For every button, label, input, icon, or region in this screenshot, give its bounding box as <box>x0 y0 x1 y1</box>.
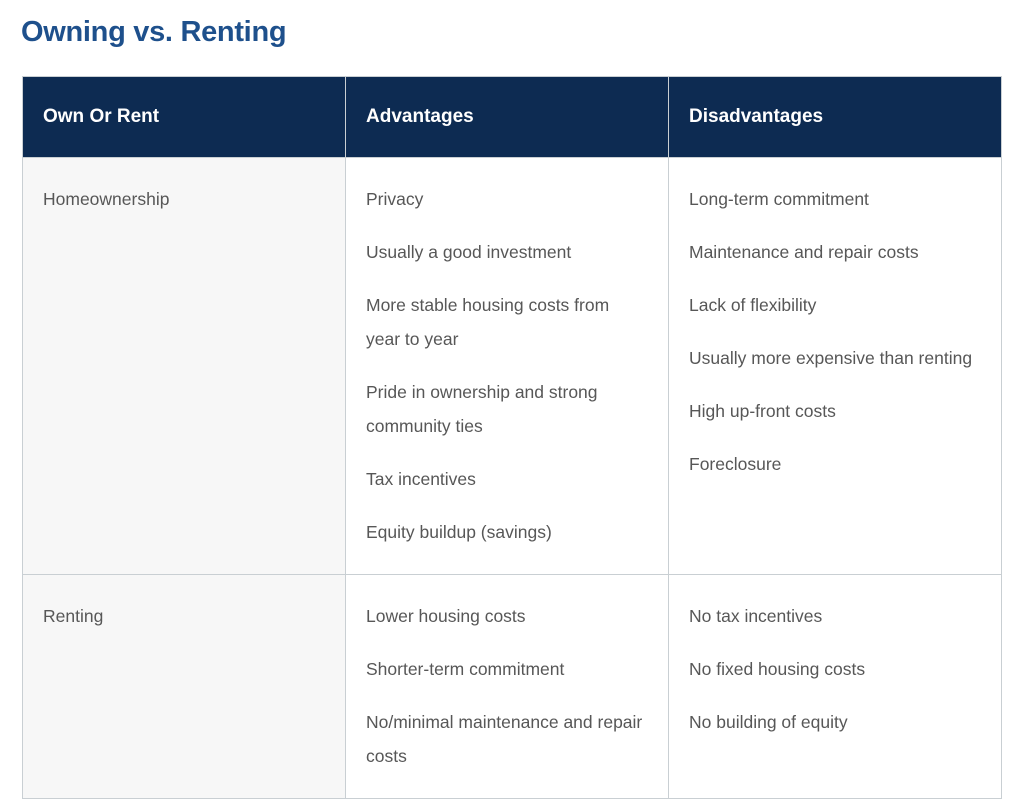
cell-item: Lack of flexibility <box>689 295 817 315</box>
cell-item: Shorter-term commitment <box>366 659 565 679</box>
cell-item: High up-front costs <box>689 401 836 421</box>
cell-item: No fixed housing costs <box>689 659 866 679</box>
cell-item: Usually more expensive than renting <box>689 348 973 368</box>
category-label: Renting <box>43 606 104 626</box>
category-label: Homeownership <box>43 189 170 209</box>
cell-homeownership-disadvantages <box>669 158 1002 575</box>
cell-item: Usually a good investment <box>366 242 572 262</box>
cell-item: Foreclosure <box>689 454 782 474</box>
column-header-disadvantages: Disadvantages <box>669 77 1002 158</box>
column-header-advantages: Advantages <box>346 77 669 158</box>
table-row-homeownership <box>23 158 1002 575</box>
page-title: Owning vs. Renting <box>21 16 287 48</box>
cell-item: Equity buildup (savings) <box>366 522 552 542</box>
table-header-row <box>23 77 1002 158</box>
cell-renting-advantages <box>346 575 669 799</box>
cell-homeownership-advantages <box>346 158 669 575</box>
cell-item: Pride in ownership and strong community ties <box>366 382 598 436</box>
cell-renting-category <box>23 575 346 799</box>
cell-item: Lower housing costs <box>366 606 526 626</box>
table-row-renting <box>23 575 1002 799</box>
column-header-own-or-rent: Own Or Rent <box>23 77 346 158</box>
cell-homeownership-category <box>23 158 346 575</box>
cell-item: Long-term commitment <box>689 189 869 209</box>
cell-item: Privacy <box>366 189 424 209</box>
cell-item: No/minimal maintenance and repair costs <box>366 712 643 766</box>
cell-item: Tax incentives <box>366 469 476 489</box>
cell-item: No building of equity <box>689 712 848 732</box>
cell-item: Maintenance and repair costs <box>689 242 919 262</box>
cell-renting-disadvantages <box>669 575 1002 799</box>
cell-item: No tax incentives <box>689 606 823 626</box>
cell-item: More stable housing costs from year to year <box>366 295 610 349</box>
own-vs-rent-table <box>22 76 1002 799</box>
